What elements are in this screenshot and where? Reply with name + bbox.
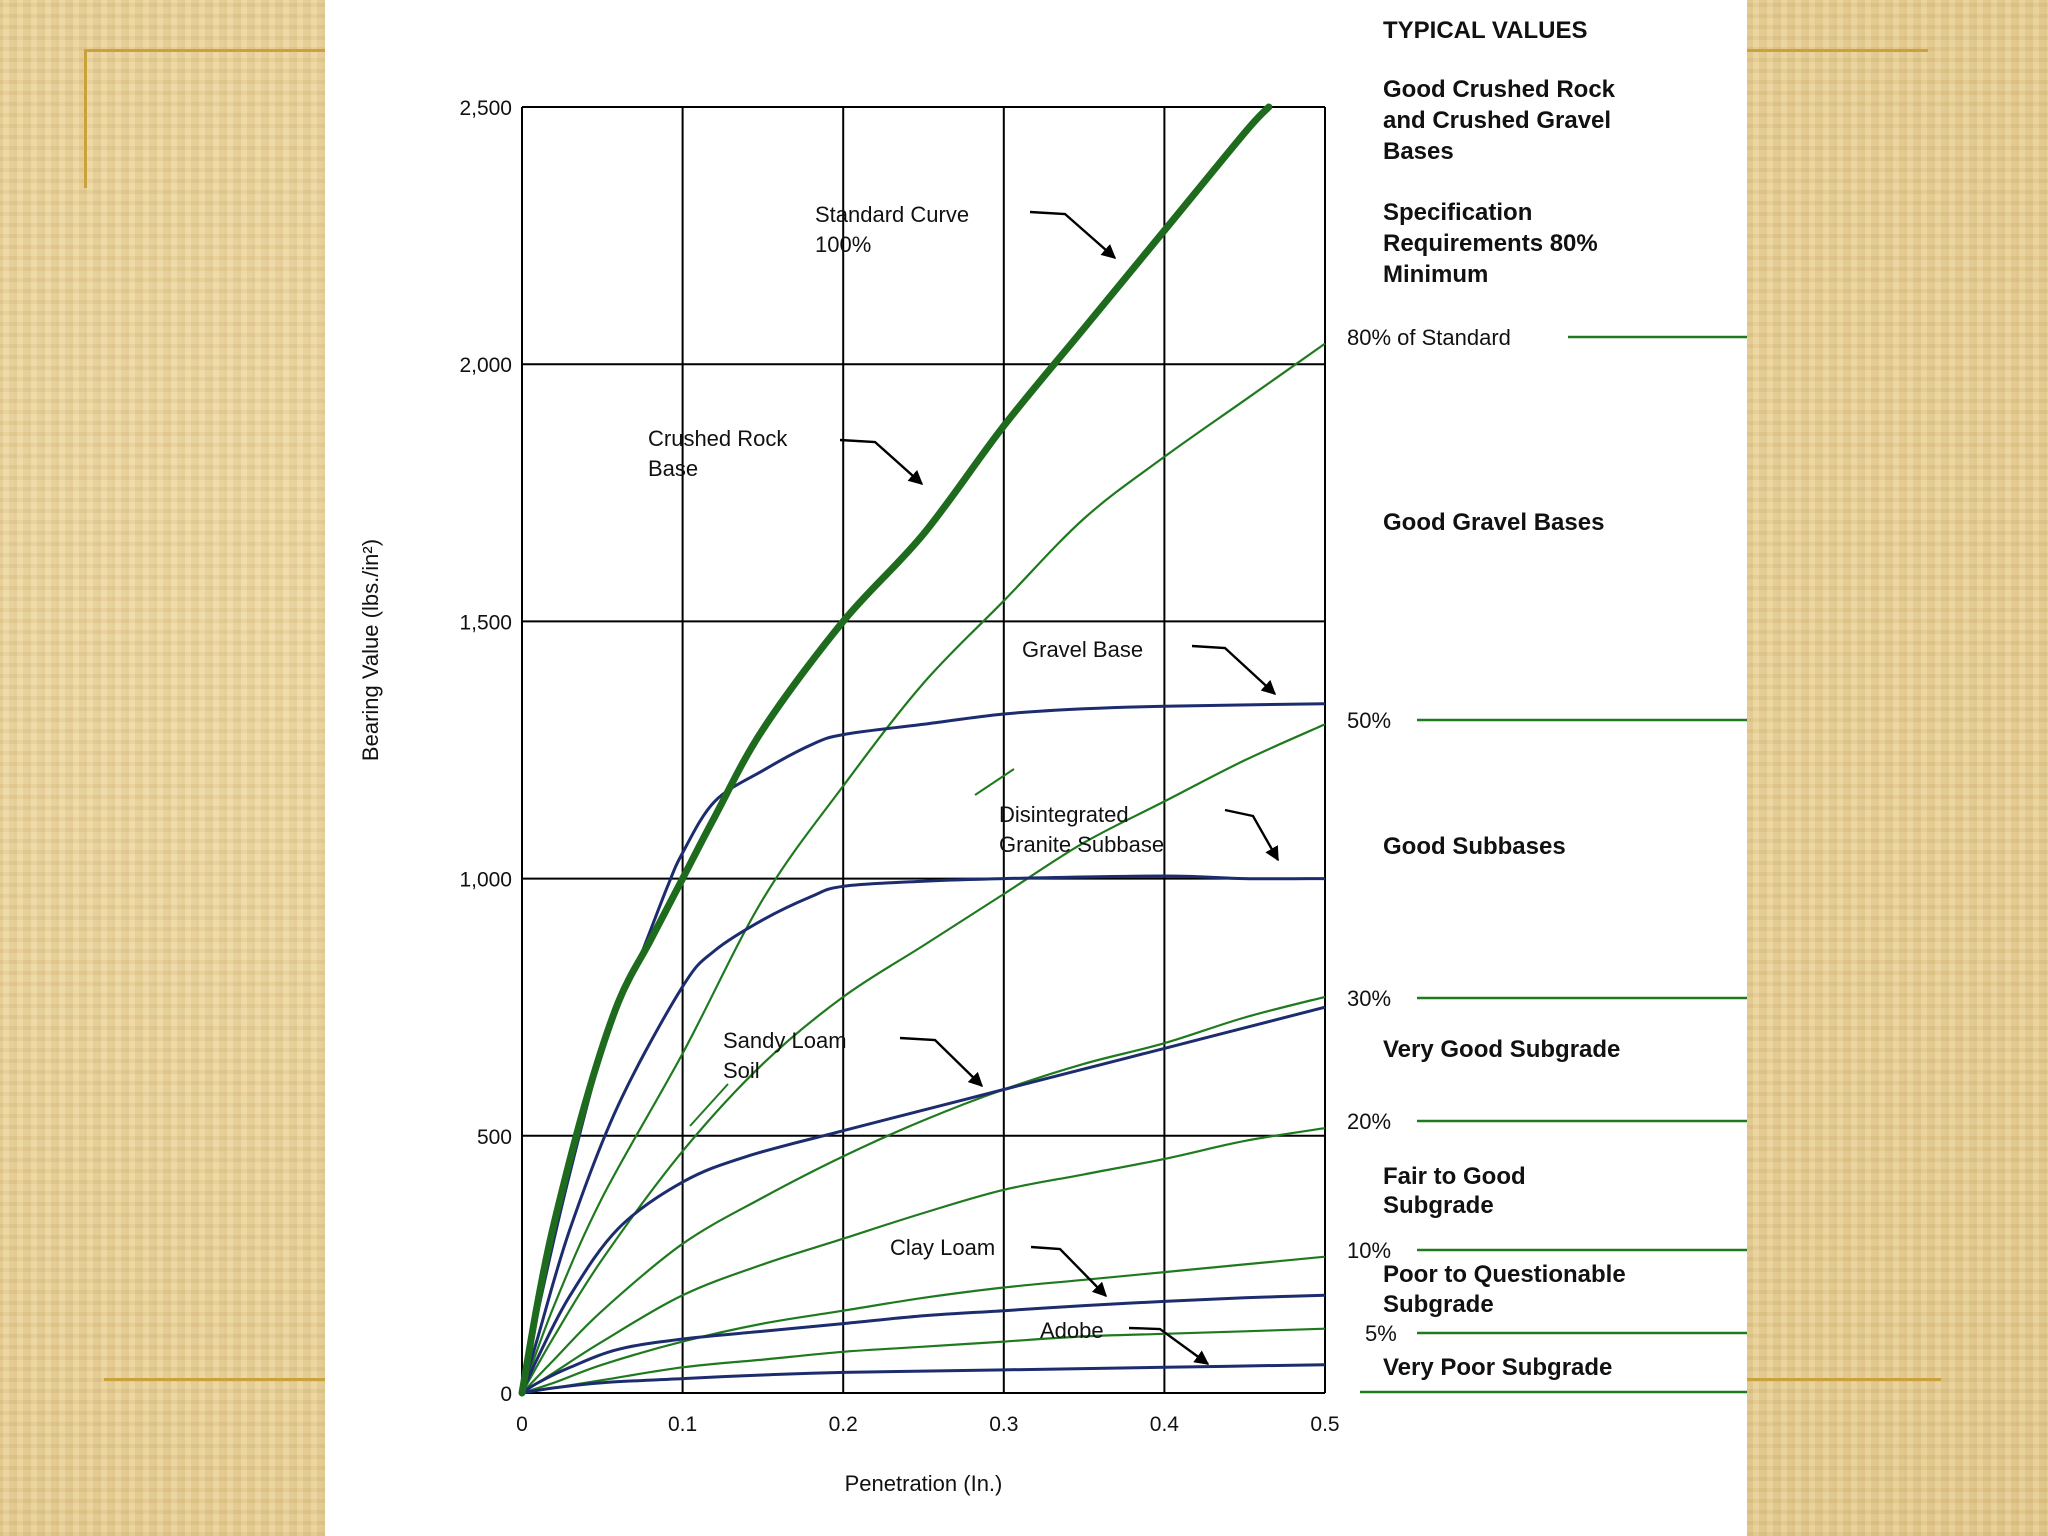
annotation-0-line-1: 100% bbox=[815, 232, 872, 257]
typical-group-crushed-rock-line-3: Bases bbox=[1383, 138, 1454, 165]
annotation-arrow-4 bbox=[900, 1038, 982, 1086]
y-tick-label-4: 2,000 bbox=[459, 354, 512, 378]
typical-group-very-poor-subgrade: Very Poor Subgrade bbox=[1383, 1354, 1613, 1381]
typical-group-crushed-rock-line-1: Good Crushed Rock bbox=[1383, 76, 1616, 103]
typical-group-good-gravel-bases: Good Gravel Bases bbox=[1383, 509, 1605, 536]
typical-group-poor-line-1: Poor to Questionable bbox=[1383, 1261, 1626, 1288]
y-tick-label-0: 0 bbox=[500, 1383, 512, 1406]
typical-group-poor-line-2: Subgrade bbox=[1383, 1291, 1494, 1318]
frame-line-bottom-left bbox=[104, 1378, 325, 1381]
annotation-3-line-0: Disintegrated bbox=[999, 802, 1129, 827]
annotation-arrow-1 bbox=[840, 440, 922, 484]
x-tick-label-4: 0.4 bbox=[1149, 1413, 1180, 1436]
right-percent-label-2: 30% bbox=[1347, 986, 1392, 1011]
soil-curve-2 bbox=[522, 1007, 1325, 1393]
y-tick-label-2: 1,000 bbox=[459, 868, 512, 892]
soil-curve-3 bbox=[522, 1295, 1325, 1393]
annotation-arrow-3 bbox=[1225, 810, 1278, 860]
frame-line-top-right bbox=[1747, 49, 1928, 52]
chart-grid bbox=[522, 107, 1325, 1393]
chart-text bbox=[358, 97, 1511, 1496]
annotation-4-line-0: Sandy Loam bbox=[723, 1028, 847, 1053]
typical-values-title: TYPICAL VALUES bbox=[1383, 17, 1588, 44]
annotation-2-line-0: Gravel Base bbox=[1022, 637, 1144, 662]
annotation-6-line-0: Adobe bbox=[1040, 1318, 1104, 1343]
y-tick-label-1: 500 bbox=[476, 1125, 512, 1149]
typical-group-specification-line-1: Specification bbox=[1383, 199, 1533, 226]
granite-leader bbox=[975, 769, 1014, 795]
x-tick-label-3: 0.3 bbox=[989, 1413, 1019, 1436]
annotation-4-line-1: Soil bbox=[723, 1058, 760, 1083]
annotation-arrow-0 bbox=[1030, 212, 1115, 258]
right-percent-label-5: 5% bbox=[1365, 1321, 1397, 1346]
right-percent-label-1: 50% bbox=[1347, 708, 1392, 733]
typical-group-fair-to-good-line-1: Fair to Good bbox=[1383, 1163, 1526, 1190]
right-percent-label-4: 10% bbox=[1347, 1238, 1392, 1263]
standard-curve-group bbox=[522, 107, 1269, 1393]
annotation-0-line-0: Standard Curve bbox=[815, 202, 970, 227]
typical-group-fair-to-good-line-2: Subgrade bbox=[1383, 1192, 1494, 1219]
annotation-arrow-2 bbox=[1192, 646, 1275, 694]
annotation-1-line-1: Base bbox=[648, 456, 699, 481]
typical-group-crushed-rock-line-2: and Crushed Gravel bbox=[1383, 107, 1612, 134]
frame-line-top-left-vertical bbox=[84, 49, 87, 188]
standard-curve bbox=[522, 107, 1269, 1393]
right-percent-label-3: 20% bbox=[1347, 1109, 1392, 1134]
x-tick-label-0: 0 bbox=[516, 1413, 528, 1436]
x-tick-label-5: 0.5 bbox=[1310, 1413, 1340, 1436]
y-tick-label-5: 2,500 bbox=[459, 97, 512, 120]
annotation-arrow-5 bbox=[1031, 1247, 1106, 1296]
typical-group-very-good-subgrade: Very Good Subgrade bbox=[1383, 1036, 1621, 1063]
y-tick-label-3: 1,500 bbox=[459, 611, 512, 635]
soil-curve-4 bbox=[522, 1365, 1325, 1393]
right-percent-label-0: 80% of Standard bbox=[1347, 325, 1511, 350]
soil-curve-0 bbox=[522, 704, 1325, 1393]
annotation-1-line-0: Crushed Rock bbox=[648, 426, 788, 451]
soil-curves bbox=[522, 704, 1325, 1393]
typical-group-specification-line-3: Minimum bbox=[1383, 261, 1489, 288]
frame-line-bottom-right bbox=[1747, 1378, 1941, 1381]
right-reference-lines bbox=[1360, 337, 1747, 1392]
y-axis-label: Bearing Value (lbs./in²) bbox=[358, 538, 383, 762]
x-axis-label: Penetration (In.) bbox=[844, 1471, 1003, 1496]
frame-line-top-left bbox=[84, 49, 325, 52]
x-tick-label-1: 0.1 bbox=[667, 1413, 698, 1436]
annotation-3-line-1: Granite Subbase bbox=[999, 832, 1165, 857]
typical-group-specification-line-2: Requirements 80% bbox=[1383, 230, 1598, 257]
annotation-5-line-0: Clay Loam bbox=[890, 1235, 996, 1260]
x-tick-label-2: 0.2 bbox=[828, 1413, 858, 1436]
typical-group-good-subbases: Good Subbases bbox=[1383, 833, 1566, 860]
